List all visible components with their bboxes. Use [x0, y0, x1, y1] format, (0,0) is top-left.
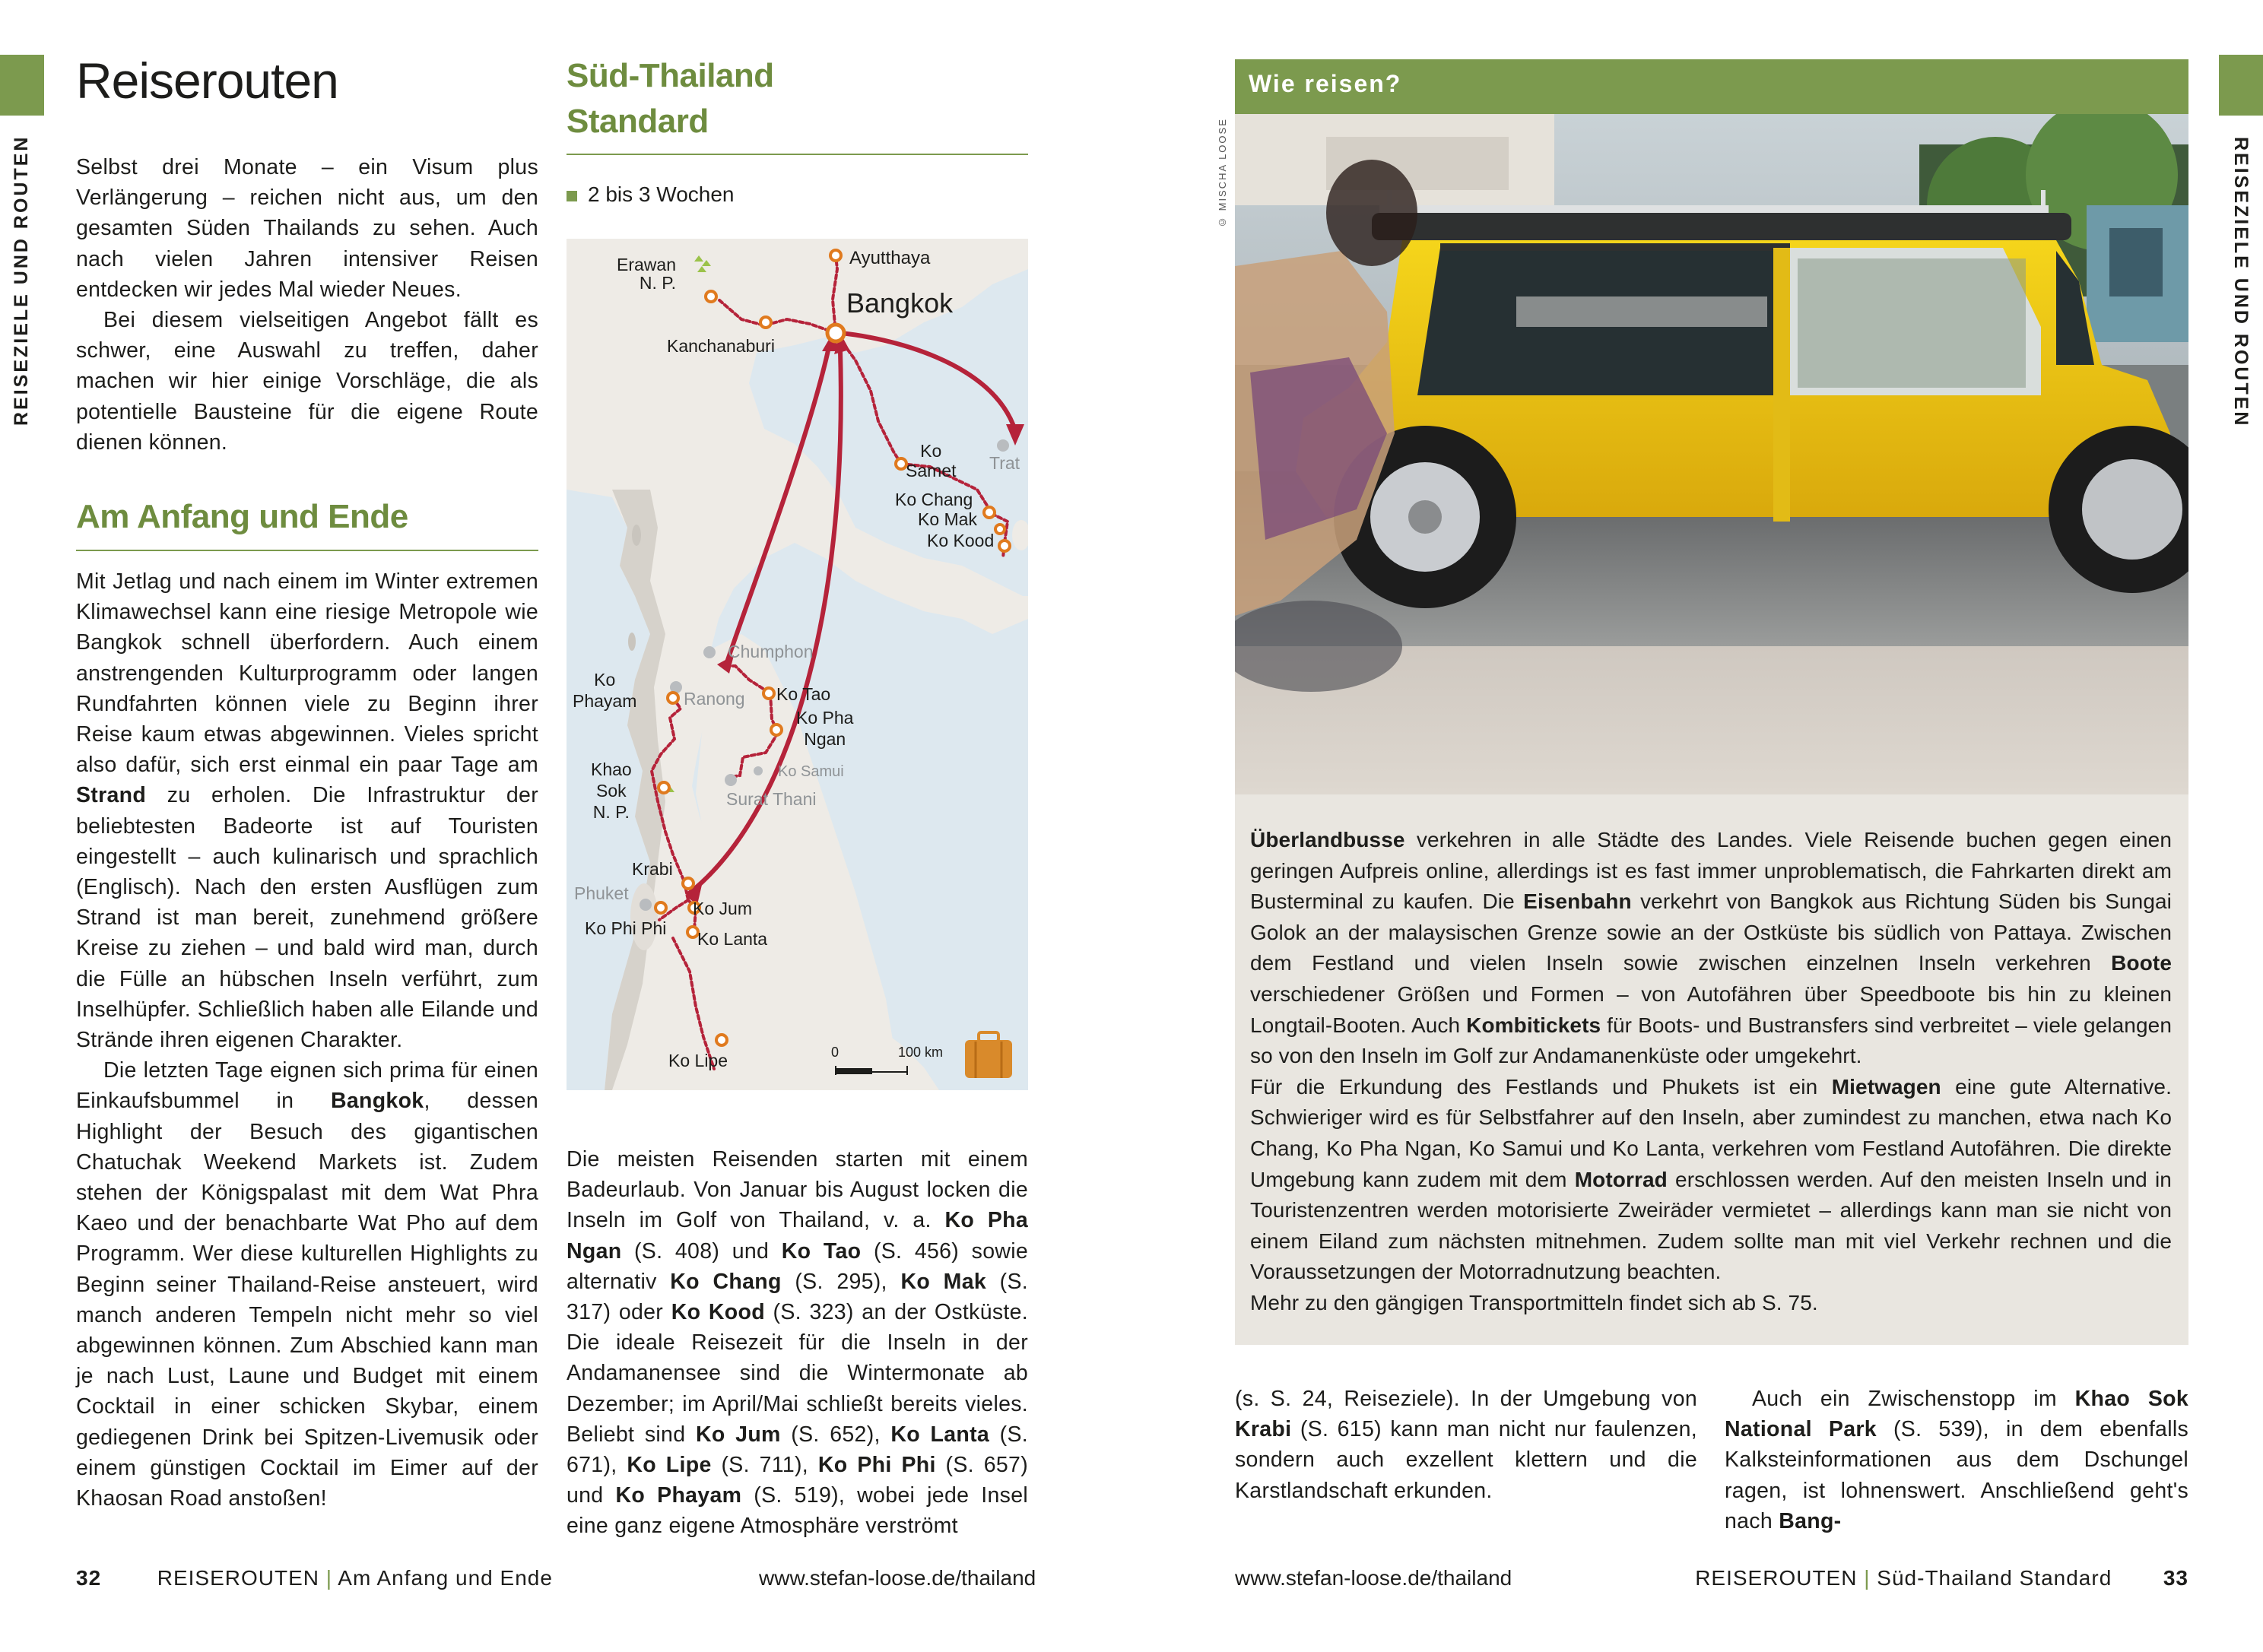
arrowhead-trat [1006, 424, 1024, 446]
map-label-ranong: Ranong [684, 689, 745, 709]
section-heading: Am Anfang und Ende [76, 498, 408, 535]
town-dot-phuket [640, 899, 652, 911]
map-label-kanchanaburi: Kanchanaburi [667, 336, 775, 356]
map-label-chumphon: Chumphon [728, 642, 814, 661]
text-run: Mit Jetlag und nach einem im Winter extremen Klimawechsel kann eine riesige Metropole wie Bangkok schnell überfordern. Auch einem anstrengenden Kulturprogramm oder langen Rundfahrten können viele zu Beginn ihrer Reise kaum etwas abgewinnen. Vieles spricht also dafür, sich erst einmal ein paar Tage am [76, 569, 538, 778]
info-box-text [1250, 825, 2172, 1319]
bold-term: Strand [76, 783, 147, 808]
map-label-ko-kood: Ko Kood [927, 531, 995, 550]
route-map [567, 239, 1028, 1090]
duration [567, 182, 735, 207]
info-box-title: Wie reisen? [1249, 70, 1402, 97]
stop-erawan [706, 291, 716, 302]
chapter-tab-right [2219, 55, 2263, 116]
map-label-ko-pha-ngan: Ko Pha Ngan [796, 708, 854, 749]
map-label-ko-lanta: Ko Lanta [697, 929, 768, 949]
text-run: Die meisten Reisenden starten mit einem Badeurlaub. Von Januar bis August locken die Inseln im Golf von Thailand, v. a. [567, 1147, 1028, 1233]
text-run: (S. 323) an der Ostküste. Die ideale Reisezeit für die Inseln in der Andamanensee sind die Wintermonate ab Dezember; im April/Mai schließt bereits vieles. Beliebt sind [567, 1300, 1028, 1447]
map-scale-zero: 0 [831, 1045, 840, 1060]
bold-term: Ko Lanta [890, 1422, 990, 1447]
footer-right [1695, 1566, 2188, 1590]
route-heading-rule [567, 154, 1028, 155]
map-label-trat: Trat [989, 453, 1020, 473]
footer-subsection-right: Süd-Thailand Standard [1877, 1566, 2112, 1590]
text-run: verkehrt von Bangkok aus Richtung Süden bis Sungai Golok an der malaysischen Grenze sowie an der Ostküste bis südlich von Pattaya. Zwischen dem Festland und vielen Inseln sowie zwischen einzelnen Inseln verkehren [1250, 889, 2173, 975]
bold-term: Khao Sok National Park [1725, 1387, 2188, 1442]
bold-term: Ko Pha Ngan [567, 1208, 1028, 1264]
text-run: Auch ein Zwischenstopp im [1752, 1387, 2075, 1411]
text-run: Für die Erkundung des Festlands und Phukets ist ein [1250, 1074, 1832, 1099]
info-paragraph-1 [1250, 825, 2172, 1072]
duration-text: 2 bis 3 Wochen [588, 182, 735, 206]
stop-ko-tao [763, 688, 774, 699]
bold-term: Ko Tao [781, 1238, 862, 1264]
text-run: (S. 519), wobei jede Insel eine ganz eigene Atmosphäre verströmt [567, 1483, 1028, 1539]
right-col1-paragraph [1235, 1384, 1697, 1506]
bold-term: Motorrad [1574, 1167, 1668, 1191]
bold-term: Bangkok [330, 1089, 424, 1114]
footer-url-right[interactable]: www.stefan-loose.de/thailand [1235, 1566, 1512, 1590]
bold-term: Eisenbahn [1523, 889, 1632, 914]
text-run: (S. 539), in dem ebenfalls Kalksteinformationen aus dem Dschungel ragen, ist lohnenswert. Anschließend geht's nach [1725, 1417, 2189, 1533]
bold-term: Ko Mak [900, 1269, 987, 1294]
text-run: (S. 456) sowie alternativ [567, 1238, 1029, 1294]
section-paragraph-2 [76, 1055, 538, 1514]
map-label-phuket: Phuket [574, 883, 629, 903]
text-run: (S. 657) und [567, 1453, 1028, 1508]
text-run: (S. 671), [567, 1422, 1028, 1478]
bold-term: Kombitickets [1466, 1013, 1601, 1037]
map-label-surat-thani: Surat Thani [726, 789, 817, 809]
route-paragraph [567, 1144, 1028, 1542]
text-run: (S. 615) kann man nicht nur faulenzen, sondern auch exzellent klettern und die Karstlandschaft erkunden. [1235, 1417, 1697, 1503]
right-column-2 [1725, 1384, 2188, 1536]
stop-ko-lanta [687, 927, 698, 937]
map-label-ko-jum: Ko Jum [693, 899, 752, 918]
bold-term: Überlandbusse [1250, 828, 1405, 851]
shade-island-1 [632, 525, 641, 546]
stop-ko-mak [995, 525, 1005, 534]
bold-term: Krabi [1235, 1417, 1292, 1442]
stop-ko-kood [999, 541, 1010, 551]
stop-ko-chang [984, 507, 995, 518]
stop-ko-lipe [716, 1035, 727, 1045]
town-dot-chumphon [703, 646, 716, 658]
town-dot-ko-samui [754, 766, 763, 775]
side-label-left: REISEZIELE UND ROUTEN [11, 135, 32, 426]
bold-term: Ko Jum [695, 1422, 781, 1447]
map-label-ko-phi-phi: Ko Phi Phi [585, 918, 667, 938]
footer-left [76, 1566, 553, 1590]
info-paragraph-2 [1250, 1072, 2172, 1288]
right-col2-paragraph [1725, 1384, 2188, 1536]
footer-section-left: REISEROUTEN [157, 1566, 319, 1590]
map-label-krabi: Krabi [632, 859, 673, 879]
stop-ko-phayam [668, 693, 678, 703]
text-run: , dessen Highlight der Besuch des gigantischen Chatuchak Weekend Markets ist. Zudem stehen der Königspalast mit dem Wat Phra Kaeo und der benachbarte Wat Pho auf dem Programm. Wer diese kulturellen Highlights zu Beginn seiner Thailand-Reise ansteuert, wird manch anderen Tempeln nicht mehr so viel abgewinnen können. Zum Abschied kann man je nach Lust, Laune und Budget mit einem Cocktail in einer schicken Skybar, einem gediegenen Drink bei Spitzen-Livemusik oder einem günstigen Cocktail im Eimer auf der Khaosan Road anstoßen! [76, 1089, 539, 1511]
footer-separator-right: | [1864, 1566, 1871, 1590]
town-dot-surat-thani [725, 774, 737, 786]
shade-ko-chang [1012, 520, 1028, 550]
footer-url-left[interactable]: www.stefan-loose.de/thailand [759, 1566, 1036, 1590]
text-run: eine gute Alternative. Schwieriger wird es für Selbstfahrer auf den Inseln, aber zumindest zu manchen, etwa nach Ko Chang, Ko Pha Ngan, Ko Samui und Ko Lanta, verkehren vom Festland Autofähren. Die direkte Umgebung kann zudem mit dem [1250, 1074, 2172, 1191]
stop-krabi [683, 878, 694, 889]
photo-yellow-taxi [1235, 114, 2188, 794]
footer-separator-left: | [325, 1566, 333, 1590]
shade-island-2 [628, 633, 636, 651]
text-run: (s. S. 24, Reiseziele). In der Umgebung von [1235, 1387, 1697, 1411]
map-label-ko-tao: Ko Tao [776, 684, 831, 704]
intro-paragraph-2: Bei diesem vielseitigen Angebot fällt es schwer, eine Auswahl zu treffen, daher machen wir hier einige Vorschläge, die als potentielle Bausteine für die eigene Route dienen können. [76, 308, 538, 455]
bold-term: Ko Chang [670, 1269, 782, 1294]
text-run: erschlossen werden. Auf den meisten Inseln und in Touristenzentren werden motorisierte Zweiräder vermietet – allerdings kann man sie nicht von einem Eiland zum nächsten mitnehmen. Zudem sollte man mit viel Verkehr rechnen und die Voraussetzungen der Motorradnutzung beachten. [1250, 1167, 2172, 1284]
intro-paragraph-1: Selbst drei Monate – ein Visum plus Verlängerung – reichen nicht aus, um den gesamten Süden Thailands zu sehen. Auch nach vielen Jahren intensiver Reisen entdecken wir jedes Mal wieder Neues. [76, 155, 538, 302]
route-line-bangkok-samet [836, 333, 901, 464]
intro-text [76, 152, 538, 458]
map-label-ko-lipe: Ko Lipe [668, 1051, 728, 1070]
duration-bullet-icon [567, 191, 577, 201]
bold-term: Ko Kood [671, 1300, 765, 1325]
text-run: (S. 295), [781, 1269, 901, 1294]
route-map-svg [567, 239, 1028, 1090]
section-text [76, 566, 538, 1514]
route-text [567, 1144, 1028, 1542]
stop-ko-samet [896, 458, 906, 469]
route-heading-line2: Standard [567, 103, 709, 140]
text-run: (S. 711), [711, 1453, 818, 1478]
footer-section-right: REISEROUTEN [1695, 1566, 1858, 1590]
text-run: (S. 408) und [621, 1238, 782, 1264]
footer-page-number-right: 33 [2163, 1566, 2188, 1590]
map-label-khao-sok: Khao Sok N. P. [591, 759, 632, 822]
stop-ko-pha-ngan [771, 725, 782, 735]
town-dot-trat [997, 439, 1009, 452]
bold-term: Ko Phayam [615, 1483, 742, 1508]
text-run: verschiedener Größen und Formen – von Autofähren über Speedboote bis hin zu kleinen Longtail-Booten. Auch [1250, 981, 2172, 1037]
map-label-ko-samui: Ko Samui [778, 763, 844, 780]
bold-term: Bang- [1779, 1508, 1842, 1533]
map-label-erawan: Erawan N. P. [617, 255, 676, 293]
section-paragraph-1 [76, 566, 538, 1055]
photo-credit: © MISCHA LOOSE [1217, 118, 1228, 228]
text-run: für Boots- und Bustransfers sind verbreitet – viele gelangen so von den Inseln im Golf zur Andamanenküste oder umgekehrt. [1250, 1013, 2172, 1068]
route-heading [567, 53, 774, 144]
bold-term: Ko Phi Phi [817, 1453, 936, 1478]
stop-bangkok [827, 325, 844, 341]
bold-term: Boote [2111, 951, 2172, 975]
suitcase-icon [965, 1032, 1012, 1078]
side-label-right: REISEZIELE UND ROUTEN [2230, 137, 2252, 428]
text-run: (S. 652), [780, 1422, 891, 1447]
stop-ayutthaya [830, 250, 841, 261]
route-heading-line1: Süd-Thailand [567, 57, 774, 94]
section-heading-rule [76, 550, 538, 551]
text-run: verkehren in alle Städte des Landes. Viele Reisende buchen gegen einen geringen Aufpreis online, allerdings ist es fast immer unproblematisch, die Fahrkarten direkt am Busterminal zu kaufen. Die [1250, 828, 2172, 914]
map-label-ko-mak: Ko Mak [918, 509, 977, 529]
map-label-bangkok: Bangkok [846, 287, 954, 319]
map-label-ko-phayam: Ko Phayam [573, 670, 637, 711]
stop-khao-sok [659, 782, 669, 793]
text-run: zu erholen. Die Infrastruktur der beliebtesten Badeorte ist auf Touristen eingestellt – auch kulinarisch und sprachlich (Englisch). Nach den ersten Ausflügen zum Strand ist man bereit, zunehmend größere Kreise zu ziehen – und bald wird man, durch die Fülle an hübschen Inseln verführt, zum Inselhüpfer. Schließlich haben alle Eilande und Strände ihren eigenen Charakter. [76, 783, 538, 1053]
map-label-ko-samet: Ko Samet [906, 441, 957, 480]
info-paragraph-3: Mehr zu den gängigen Transportmitteln findet sich ab S. 75. [1250, 1290, 1818, 1314]
stop-kanchanaburi [760, 317, 771, 328]
bold-term: Mietwagen [1831, 1074, 1941, 1099]
text-run: (S. 317) oder [567, 1269, 1028, 1325]
page-title: Reiserouten [76, 52, 338, 109]
right-column-1 [1235, 1384, 1697, 1506]
map-label-ayutthaya: Ayutthaya [849, 248, 931, 268]
shade-phuket [630, 883, 658, 950]
photo-yellow-taxi-svg [1235, 114, 2188, 794]
bold-term: Ko Lipe [627, 1453, 712, 1478]
map-scale-km: 100 km [898, 1045, 944, 1060]
text-run: Die letzten Tage eignen sich prima für einen Einkaufsbummel in [76, 1058, 538, 1114]
map-label-ko-chang: Ko Chang [895, 490, 973, 509]
chapter-tab-left [0, 55, 44, 116]
footer-page-number-left: 32 [76, 1566, 102, 1590]
footer-subsection-left: Am Anfang und Ende [338, 1566, 553, 1590]
stop-ko-phi-phi [655, 902, 666, 913]
